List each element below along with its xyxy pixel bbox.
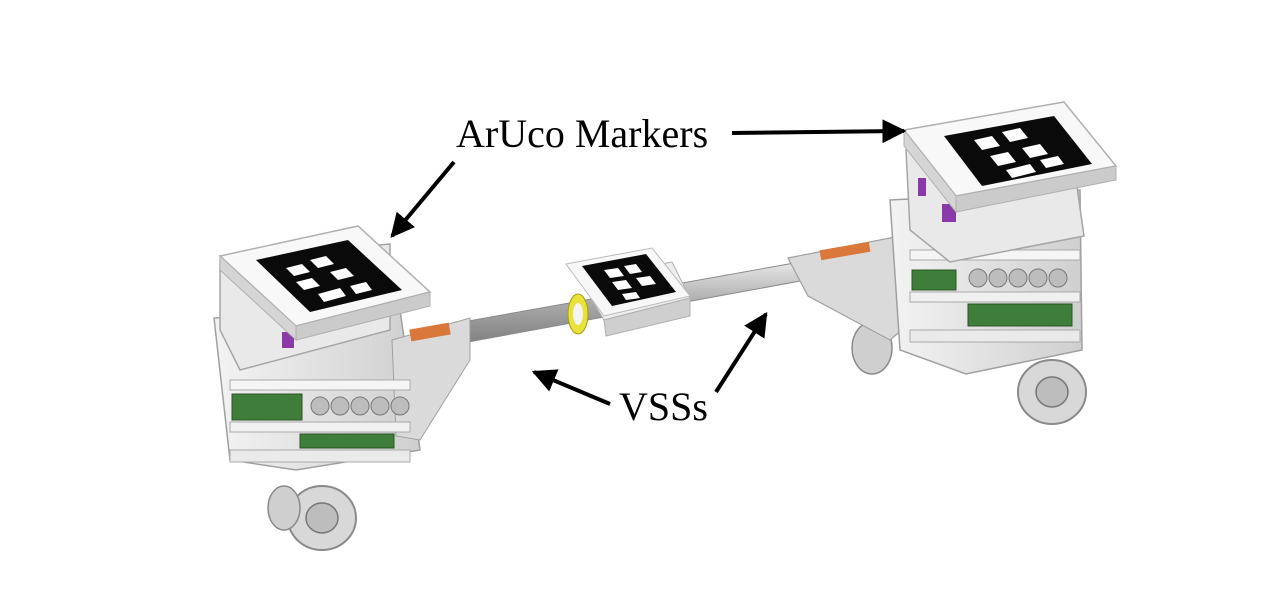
left-pcb-1 [232,394,302,420]
arrow-to-left-marker [392,162,454,236]
left-pcb-2 [300,434,394,448]
left-omni-wheel [268,486,356,550]
arrow-to-right-marker [732,131,904,133]
center-slider [566,248,690,336]
right-pcb-2 [912,270,956,290]
arrow-to-right-vss [716,314,766,392]
left-robot [214,226,470,550]
right-robot [788,102,1116,424]
aruco-markers-label: ArUco Markers [456,111,709,156]
right-pcb-1 [968,304,1072,326]
arrow-to-left-vss [534,372,610,404]
vss-label: VSSs [619,384,708,429]
left-battery-cells [311,397,409,415]
right-battery-cells [969,269,1067,287]
